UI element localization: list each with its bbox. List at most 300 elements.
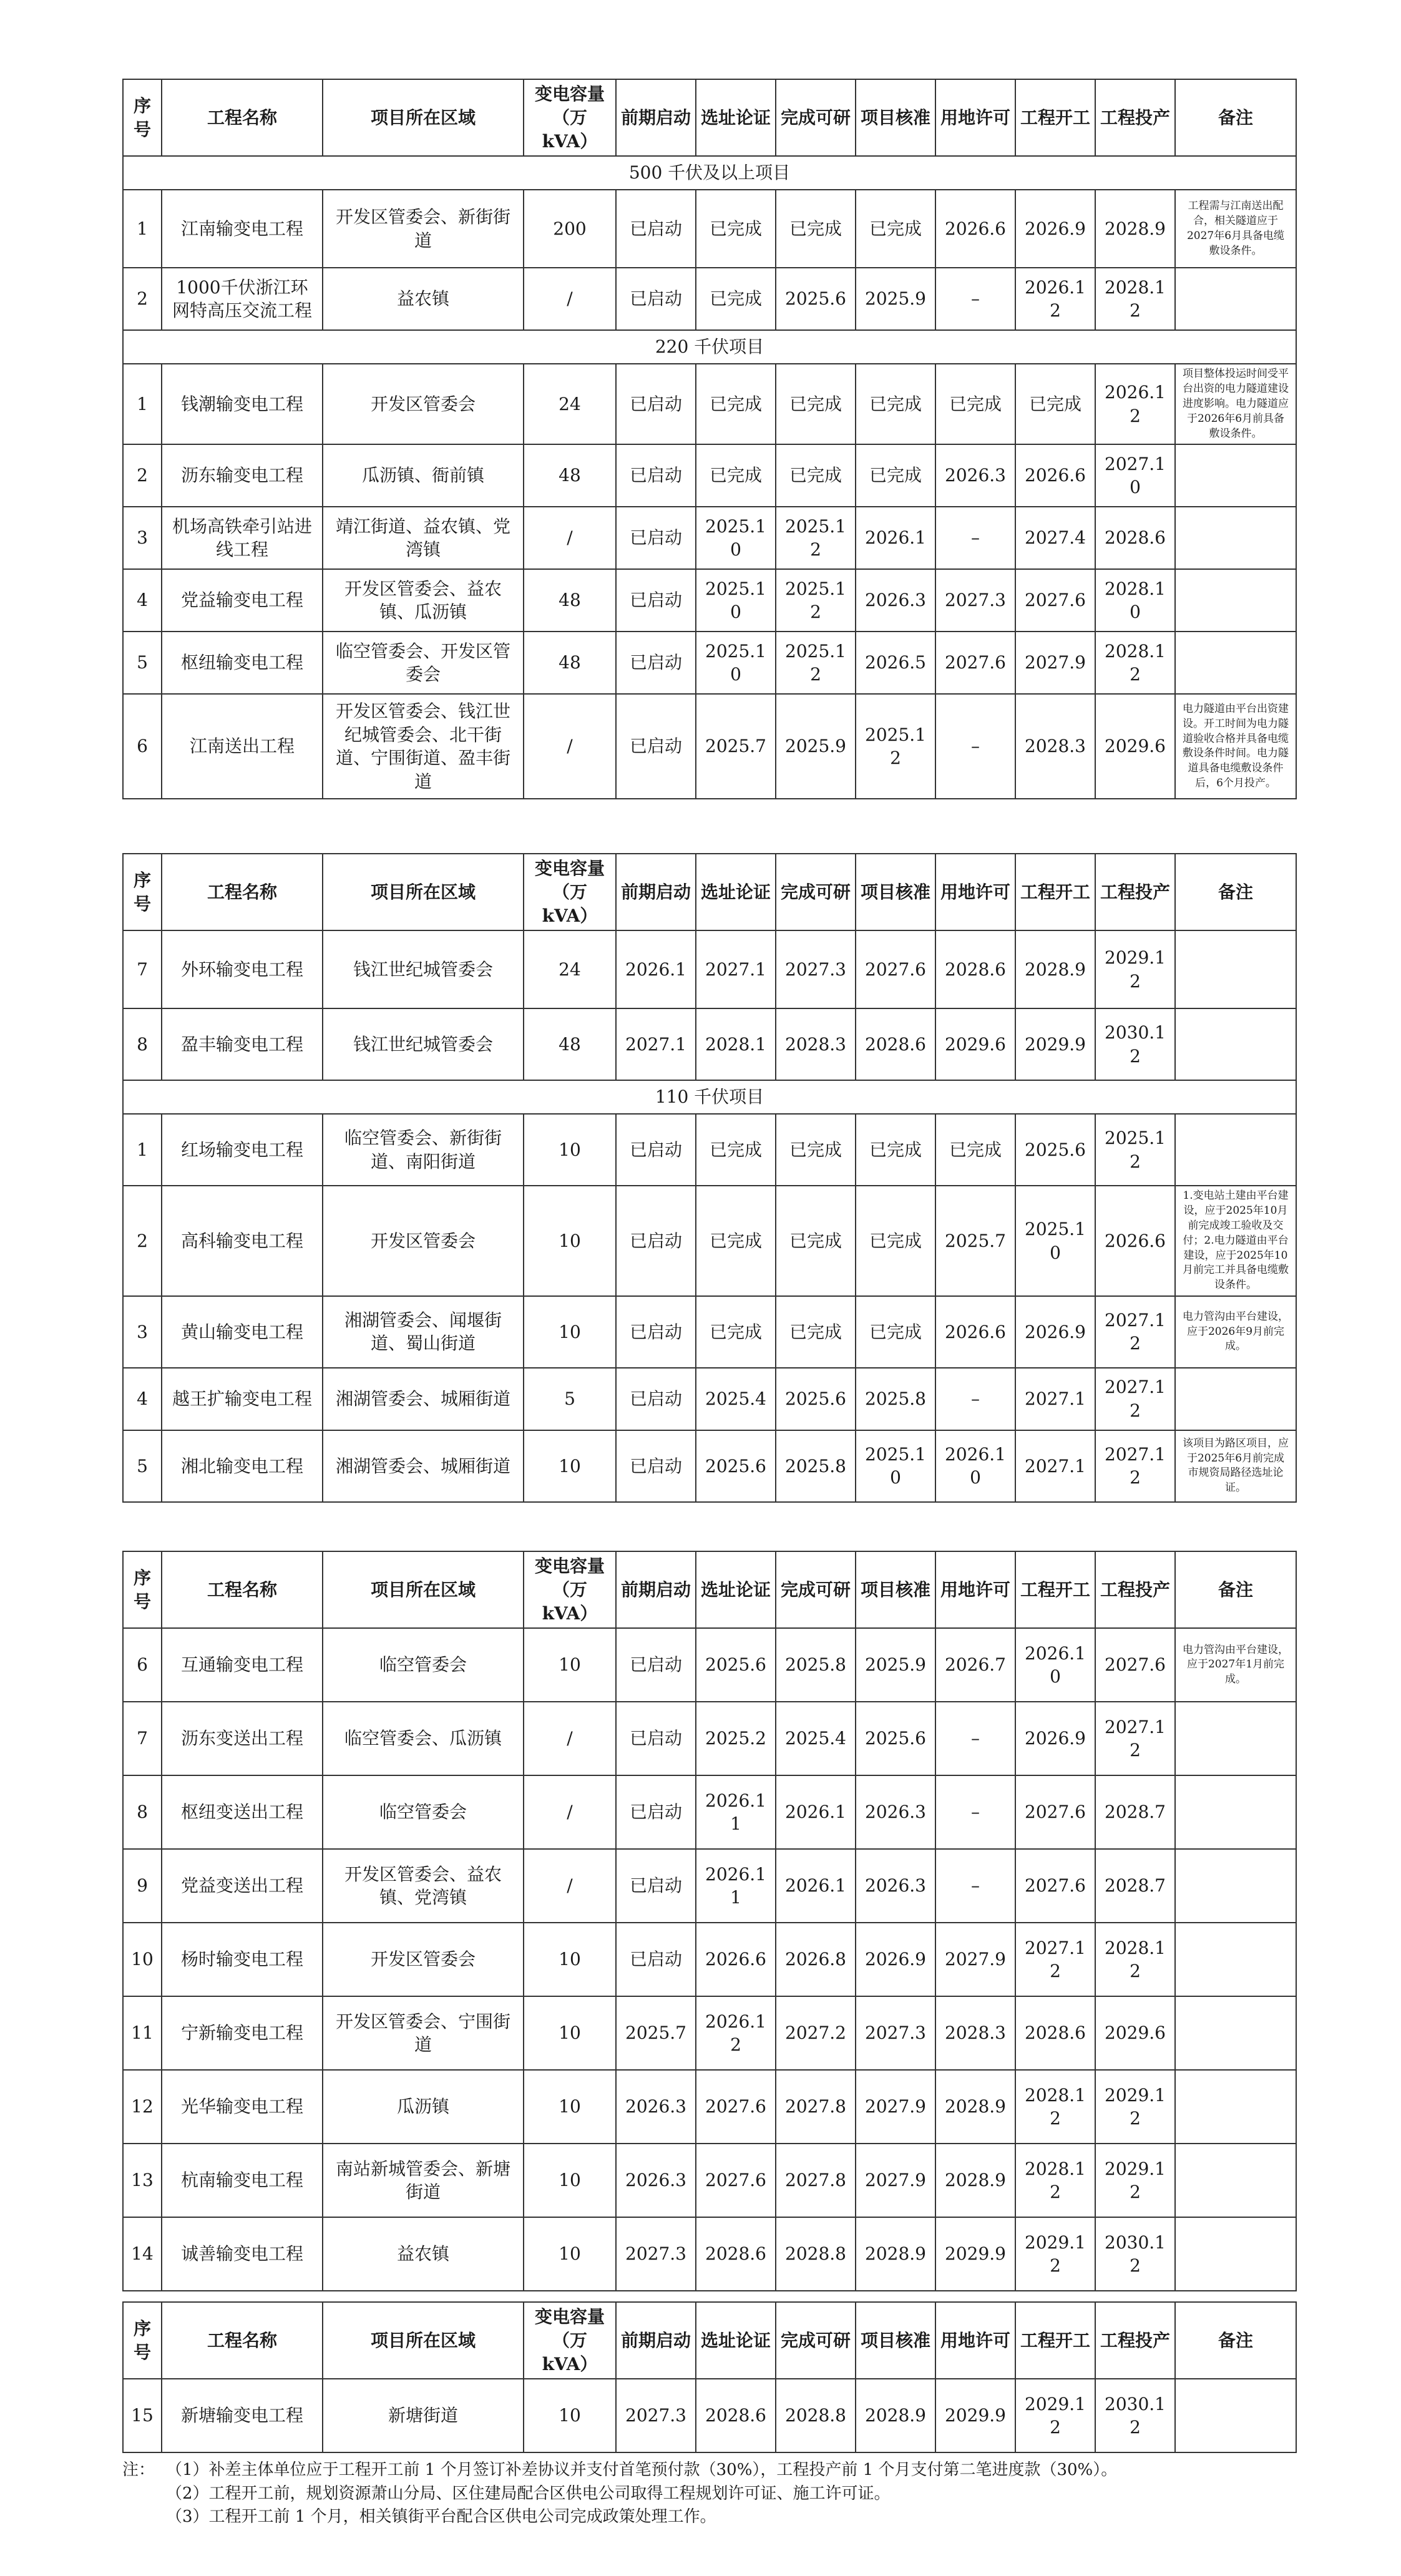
- col-header-region: 项目所在区域: [323, 79, 524, 156]
- land-permit-cell: –: [935, 1702, 1015, 1775]
- approval-cell: 2025.9: [856, 268, 935, 330]
- table-row: [123, 2144, 1296, 2217]
- capacity-cell: 10: [524, 1296, 616, 1368]
- seq-cell: 12: [123, 2070, 162, 2144]
- project-name-cell: 1000千伏浙江环网特高压交流工程: [162, 268, 323, 330]
- land-permit-cell: 2026.3: [935, 444, 1015, 507]
- feasibility-cell: 2025.9: [776, 694, 856, 799]
- col-header-operation: 工程投产: [1095, 854, 1175, 930]
- table-row: [123, 444, 1296, 507]
- prelim-start-cell: 已启动: [616, 694, 696, 799]
- feasibility-cell: 2025.6: [776, 1368, 856, 1430]
- land-permit-cell: 2029.6: [935, 1008, 1015, 1080]
- feasibility-cell: 2025.12: [776, 632, 856, 694]
- capacity-cell: 48: [524, 632, 616, 694]
- table-row: [123, 507, 1296, 569]
- seq-cell: 1: [123, 190, 162, 268]
- feasibility-cell: 已完成: [776, 364, 856, 444]
- prelim-start-cell: 已启动: [616, 1430, 696, 1502]
- operation-cell: 2030.12: [1095, 1008, 1175, 1080]
- col-header-approval: 项目核准: [856, 854, 935, 930]
- site-selection-cell: 2025.6: [696, 1628, 776, 1702]
- construction-start-cell: 2027.6: [1015, 569, 1095, 632]
- seq-cell: 3: [123, 1296, 162, 1368]
- operation-cell: 2029.12: [1095, 930, 1175, 1008]
- col-header-capacity: 变电容量（万 kVA）: [524, 2302, 616, 2379]
- construction-start-cell: 2028.6: [1015, 1996, 1095, 2070]
- table-row: [123, 1008, 1296, 1080]
- col-header-prelim-start: 前期启动: [616, 854, 696, 930]
- project-name-cell: 杨时输变电工程: [162, 1923, 323, 1996]
- feasibility-cell: 已完成: [776, 1186, 856, 1296]
- land-permit-cell: 2026.10: [935, 1430, 1015, 1502]
- seq-cell: 2: [123, 1186, 162, 1296]
- table-header: [123, 854, 1296, 930]
- construction-start-cell: 2028.12: [1015, 2070, 1095, 2144]
- operation-cell: 2028.10: [1095, 569, 1175, 632]
- prelim-start-cell: 2027.1: [616, 1008, 696, 1080]
- header-row: [123, 854, 1296, 930]
- feasibility-cell: 2026.1: [776, 1775, 856, 1849]
- project-name-cell: 互通输变电工程: [162, 1628, 323, 1702]
- project-name-cell: 外环输变电工程: [162, 930, 323, 1008]
- capacity-cell: 10: [524, 2070, 616, 2144]
- project-name-cell: 光华输变电工程: [162, 2070, 323, 2144]
- prelim-start-cell: 已启动: [616, 268, 696, 330]
- remark-cell: [1175, 2217, 1296, 2291]
- approval-cell: 已完成: [856, 190, 935, 268]
- seq-cell: 8: [123, 1008, 162, 1080]
- col-header-remark: 备注: [1175, 854, 1296, 930]
- operation-cell: 2030.12: [1095, 2217, 1175, 2291]
- feasibility-cell: 2025.12: [776, 569, 856, 632]
- header-row: [123, 79, 1296, 156]
- table-row: [123, 1923, 1296, 1996]
- prelim-start-cell: 已启动: [616, 1186, 696, 1296]
- feasibility-cell: 2026.8: [776, 1923, 856, 1996]
- feasibility-cell: 2028.8: [776, 2379, 856, 2452]
- col-header-project-name: 工程名称: [162, 2302, 323, 2379]
- feasibility-cell: 2025.8: [776, 1628, 856, 1702]
- col-header-land-permit: 用地许可: [935, 854, 1015, 930]
- construction-start-cell: 2026.6: [1015, 444, 1095, 507]
- prelim-start-cell: 2027.3: [616, 2217, 696, 2291]
- approval-cell: 2027.3: [856, 1996, 935, 2070]
- operation-cell: 2027.6: [1095, 1628, 1175, 1702]
- col-header-prelim-start: 前期启动: [616, 2302, 696, 2379]
- project-name-cell: 黄山输变电工程: [162, 1296, 323, 1368]
- land-permit-cell: 已完成: [935, 364, 1015, 444]
- project-name-cell: 枢纽输变电工程: [162, 632, 323, 694]
- col-header-operation: 工程投产: [1095, 2302, 1175, 2379]
- col-header-project-name: 工程名称: [162, 79, 323, 156]
- construction-start-cell: 2027.4: [1015, 507, 1095, 569]
- operation-cell: 2029.12: [1095, 2144, 1175, 2217]
- site-selection-cell: 2025.2: [696, 1702, 776, 1775]
- col-header-site-selection: 选址论证: [696, 1551, 776, 1628]
- capacity-cell: /: [524, 1775, 616, 1849]
- col-header-region: 项目所在区域: [323, 1551, 524, 1628]
- region-cell: 开发区管委会、宁围街道: [323, 1996, 524, 2070]
- region-cell: 开发区管委会、新街街道: [323, 190, 524, 268]
- section-label: 110 千伏项目: [123, 1080, 1296, 1114]
- approval-cell: 已完成: [856, 1296, 935, 1368]
- operation-cell: 2029.6: [1095, 694, 1175, 799]
- site-selection-cell: 2025.10: [696, 569, 776, 632]
- table-row: [123, 1849, 1296, 1923]
- construction-start-cell: 2027.1: [1015, 1430, 1095, 1502]
- remark-cell: 工程需与江南送出配合，相关隧道应于2027年6月具备电缆敷设条件。: [1175, 190, 1296, 268]
- approval-cell: 已完成: [856, 1114, 935, 1186]
- seq-cell: 2: [123, 444, 162, 507]
- capacity-cell: 10: [524, 1923, 616, 1996]
- site-selection-cell: 已完成: [696, 1296, 776, 1368]
- capacity-cell: 10: [524, 2144, 616, 2217]
- approval-cell: 2027.9: [856, 2144, 935, 2217]
- col-header-land-permit: 用地许可: [935, 79, 1015, 156]
- prelim-start-cell: 已启动: [616, 1628, 696, 1702]
- region-cell: 益农镇: [323, 2217, 524, 2291]
- region-cell: 瓜沥镇: [323, 2070, 524, 2144]
- approval-cell: 已完成: [856, 1186, 935, 1296]
- approval-cell: 2026.5: [856, 632, 935, 694]
- capacity-cell: 10: [524, 1996, 616, 2070]
- project-name-cell: 诚善输变电工程: [162, 2217, 323, 2291]
- site-selection-cell: 已完成: [696, 1114, 776, 1186]
- prelim-start-cell: 已启动: [616, 1775, 696, 1849]
- project-table-4: [122, 2301, 1297, 2453]
- construction-start-cell: 2026.9: [1015, 1296, 1095, 1368]
- project-name-cell: 杭南输变电工程: [162, 2144, 323, 2217]
- capacity-cell: 10: [524, 1114, 616, 1186]
- feasibility-cell: 已完成: [776, 1114, 856, 1186]
- seq-cell: 1: [123, 364, 162, 444]
- col-header-site-selection: 选址论证: [696, 854, 776, 930]
- operation-cell: 2027.12: [1095, 1368, 1175, 1430]
- construction-start-cell: 2027.1: [1015, 1368, 1095, 1430]
- site-selection-cell: 2025.7: [696, 694, 776, 799]
- construction-start-cell: 2026.9: [1015, 1702, 1095, 1775]
- operation-cell: 2028.12: [1095, 268, 1175, 330]
- col-header-construction-start: 工程开工: [1015, 1551, 1095, 1628]
- construction-start-cell: 2029.12: [1015, 2379, 1095, 2452]
- approval-cell: 2026.3: [856, 1849, 935, 1923]
- project-name-cell: 枢纽变送出工程: [162, 1775, 323, 1849]
- remark-cell: 该项目为路区项目，应于2025年6月前完成市规资局路径选址论证。: [1175, 1430, 1296, 1502]
- site-selection-cell: 已完成: [696, 364, 776, 444]
- region-cell: 湘湖管委会、城厢街道: [323, 1430, 524, 1502]
- remark-cell: [1175, 569, 1296, 632]
- table-row: [123, 1368, 1296, 1430]
- construction-start-cell: 2028.12: [1015, 2144, 1095, 2217]
- project-name-cell: 宁新输变电工程: [162, 1996, 323, 2070]
- prelim-start-cell: 已启动: [616, 1923, 696, 1996]
- region-cell: 开发区管委会、益农镇、党湾镇: [323, 1849, 524, 1923]
- region-cell: 开发区管委会: [323, 1186, 524, 1296]
- prelim-start-cell: 已启动: [616, 1702, 696, 1775]
- col-header-project-name: 工程名称: [162, 854, 323, 930]
- construction-start-cell: 2025.10: [1015, 1186, 1095, 1296]
- col-header-capacity: 变电容量（万 kVA）: [524, 1551, 616, 1628]
- footnote-row: [122, 2482, 1289, 2506]
- table-row: [123, 1996, 1296, 2070]
- col-header-construction-start: 工程开工: [1015, 2302, 1095, 2379]
- construction-start-cell: 2028.9: [1015, 930, 1095, 1008]
- table-row: [123, 190, 1296, 268]
- remark-cell: [1175, 1114, 1296, 1186]
- approval-cell: 2027.9: [856, 2070, 935, 2144]
- site-selection-cell: 2025.6: [696, 1430, 776, 1502]
- table-row: [123, 1296, 1296, 1368]
- construction-start-cell: 2025.6: [1015, 1114, 1095, 1186]
- col-header-region: 项目所在区域: [323, 854, 524, 930]
- footnotes: [122, 2459, 1289, 2529]
- capacity-cell: /: [524, 507, 616, 569]
- capacity-cell: /: [524, 694, 616, 799]
- project-table-2: [122, 853, 1297, 1503]
- approval-cell: 2025.10: [856, 1430, 935, 1502]
- land-permit-cell: 2026.6: [935, 190, 1015, 268]
- col-header-prelim-start: 前期启动: [616, 79, 696, 156]
- project-name-cell: 沥东输变电工程: [162, 444, 323, 507]
- capacity-cell: 10: [524, 2217, 616, 2291]
- capacity-cell: 24: [524, 364, 616, 444]
- operation-cell: 2026.6: [1095, 1186, 1175, 1296]
- col-header-operation: 工程投产: [1095, 79, 1175, 156]
- region-cell: 湘湖管委会、城厢街道: [323, 1368, 524, 1430]
- project-name-cell: 红场输变电工程: [162, 1114, 323, 1186]
- approval-cell: 2025.6: [856, 1702, 935, 1775]
- feasibility-cell: 2027.3: [776, 930, 856, 1008]
- col-header-feasibility: 完成可研: [776, 79, 856, 156]
- table-row: [123, 632, 1296, 694]
- prelim-start-cell: 2025.7: [616, 1996, 696, 2070]
- prelim-start-cell: 已启动: [616, 1296, 696, 1368]
- site-selection-cell: 2025.10: [696, 632, 776, 694]
- site-selection-cell: 2025.10: [696, 507, 776, 569]
- feasibility-cell: 2026.1: [776, 1849, 856, 1923]
- remark-cell: 电力管沟由平台建设，应于2026年9月前完成。: [1175, 1296, 1296, 1368]
- seq-cell: 8: [123, 1775, 162, 1849]
- capacity-cell: 24: [524, 930, 616, 1008]
- site-selection-cell: 2027.1: [696, 930, 776, 1008]
- prelim-start-cell: 2026.1: [616, 930, 696, 1008]
- capacity-cell: /: [524, 1849, 616, 1923]
- prelim-start-cell: 已启动: [616, 1849, 696, 1923]
- table-header: [123, 1551, 1296, 1628]
- col-header-seq: 序号: [123, 1551, 162, 1628]
- table-row: [123, 268, 1296, 330]
- region-cell: 开发区管委会、钱江世纪城管委会、北干街道、宁围街道、盈丰街道: [323, 694, 524, 799]
- section-label: 220 千伏项目: [123, 330, 1296, 364]
- project-name-cell: 湘北输变电工程: [162, 1430, 323, 1502]
- site-selection-cell: 2026.11: [696, 1775, 776, 1849]
- remark-cell: [1175, 1775, 1296, 1849]
- seq-cell: 9: [123, 1849, 162, 1923]
- land-permit-cell: –: [935, 1368, 1015, 1430]
- operation-cell: 2028.6: [1095, 507, 1175, 569]
- prelim-start-cell: 2026.3: [616, 2070, 696, 2144]
- approval-cell: 已完成: [856, 364, 935, 444]
- land-permit-cell: 2029.9: [935, 2379, 1015, 2452]
- operation-cell: 2028.7: [1095, 1775, 1175, 1849]
- capacity-cell: 48: [524, 1008, 616, 1080]
- construction-start-cell: 2026.10: [1015, 1628, 1095, 1702]
- col-header-region: 项目所在区域: [323, 2302, 524, 2379]
- project-name-cell: 党益变送出工程: [162, 1849, 323, 1923]
- footnote-lead: 注：: [122, 2461, 155, 2479]
- col-header-site-selection: 选址论证: [696, 79, 776, 156]
- operation-cell: 2029.6: [1095, 1996, 1175, 2070]
- prelim-start-cell: 已启动: [616, 364, 696, 444]
- construction-start-cell: 2027.6: [1015, 1849, 1095, 1923]
- feasibility-cell: 已完成: [776, 1296, 856, 1368]
- seq-cell: 6: [123, 1628, 162, 1702]
- site-selection-cell: 2026.11: [696, 1849, 776, 1923]
- col-header-capacity: 变电容量（万 kVA）: [524, 79, 616, 156]
- operation-cell: 2028.7: [1095, 1849, 1175, 1923]
- land-permit-cell: 2028.3: [935, 1996, 1015, 2070]
- section-row: [123, 330, 1296, 364]
- construction-start-cell: 2027.12: [1015, 1923, 1095, 1996]
- seq-cell: 4: [123, 569, 162, 632]
- col-header-construction-start: 工程开工: [1015, 79, 1095, 156]
- prelim-start-cell: 已启动: [616, 632, 696, 694]
- region-cell: 新塘街道: [323, 2379, 524, 2452]
- col-header-remark: 备注: [1175, 2302, 1296, 2379]
- operation-cell: 2027.12: [1095, 1296, 1175, 1368]
- site-selection-cell: 已完成: [696, 190, 776, 268]
- remark-cell: [1175, 1849, 1296, 1923]
- seq-cell: 6: [123, 694, 162, 799]
- approval-cell: 2025.9: [856, 1628, 935, 1702]
- land-permit-cell: –: [935, 268, 1015, 330]
- approval-cell: 2026.3: [856, 569, 935, 632]
- remark-cell: [1175, 1996, 1296, 2070]
- col-header-remark: 备注: [1175, 1551, 1296, 1628]
- section-label: 500 千伏及以上项目: [123, 156, 1296, 190]
- land-permit-cell: 2025.7: [935, 1186, 1015, 1296]
- table-body: [123, 156, 1296, 799]
- table-row: [123, 1430, 1296, 1502]
- col-header-feasibility: 完成可研: [776, 1551, 856, 1628]
- table-body: [123, 930, 1296, 1502]
- approval-cell: 2025.12: [856, 694, 935, 799]
- construction-start-cell: 2029.12: [1015, 2217, 1095, 2291]
- site-selection-cell: 2026.12: [696, 1996, 776, 2070]
- land-permit-cell: –: [935, 1849, 1015, 1923]
- approval-cell: 2028.9: [856, 2217, 935, 2291]
- operation-cell: 2028.12: [1095, 632, 1175, 694]
- col-header-project-name: 工程名称: [162, 1551, 323, 1628]
- capacity-cell: 48: [524, 569, 616, 632]
- capacity-cell: /: [524, 268, 616, 330]
- region-cell: 开发区管委会: [323, 1923, 524, 1996]
- remark-cell: [1175, 930, 1296, 1008]
- site-selection-cell: 2026.6: [696, 1923, 776, 1996]
- land-permit-cell: 2027.9: [935, 1923, 1015, 1996]
- construction-start-cell: 2028.3: [1015, 694, 1095, 799]
- land-permit-cell: 2026.6: [935, 1296, 1015, 1368]
- project-table-1: [122, 79, 1297, 799]
- prelim-start-cell: 已启动: [616, 444, 696, 507]
- seq-cell: 3: [123, 507, 162, 569]
- table-row: [123, 569, 1296, 632]
- region-cell: 钱江世纪城管委会: [323, 930, 524, 1008]
- project-name-cell: 江南送出工程: [162, 694, 323, 799]
- operation-cell: 2030.12: [1095, 2379, 1175, 2452]
- table-row: [123, 1702, 1296, 1775]
- project-name-cell: 江南输变电工程: [162, 190, 323, 268]
- seq-cell: 7: [123, 930, 162, 1008]
- site-selection-cell: 2028.6: [696, 2217, 776, 2291]
- region-cell: 南站新城管委会、新塘街道: [323, 2144, 524, 2217]
- col-header-feasibility: 完成可研: [776, 854, 856, 930]
- feasibility-cell: 2027.8: [776, 2070, 856, 2144]
- land-permit-cell: –: [935, 1775, 1015, 1849]
- table-row: [123, 1775, 1296, 1849]
- remark-cell: [1175, 2144, 1296, 2217]
- construction-start-cell: 2027.6: [1015, 1775, 1095, 1849]
- project-name-cell: 钱潮输变电工程: [162, 364, 323, 444]
- feasibility-cell: 2028.8: [776, 2217, 856, 2291]
- construction-start-cell: 2027.9: [1015, 632, 1095, 694]
- capacity-cell: 200: [524, 190, 616, 268]
- capacity-cell: 10: [524, 1186, 616, 1296]
- footnote-1: （1）补差主体单位应于工程开工前 1 个月签订补差协议并支付首笔预付款（30%），工程投产前 1 个月支付第二笔进度款（30%）。: [166, 2461, 1118, 2479]
- site-selection-cell: 2027.6: [696, 2070, 776, 2144]
- remark-cell: [1175, 1368, 1296, 1430]
- table-body: [123, 2379, 1296, 2452]
- approval-cell: 已完成: [856, 444, 935, 507]
- col-header-capacity: 变电容量（万 kVA）: [524, 854, 616, 930]
- prelim-start-cell: 已启动: [616, 190, 696, 268]
- col-header-site-selection: 选址论证: [696, 2302, 776, 2379]
- seq-cell: 7: [123, 1702, 162, 1775]
- site-selection-cell: 2028.6: [696, 2379, 776, 2452]
- prelim-start-cell: 已启动: [616, 569, 696, 632]
- construction-start-cell: 2029.9: [1015, 1008, 1095, 1080]
- region-cell: 开发区管委会: [323, 364, 524, 444]
- col-header-prelim-start: 前期启动: [616, 1551, 696, 1628]
- remark-cell: [1175, 632, 1296, 694]
- land-permit-cell: 2027.6: [935, 632, 1015, 694]
- project-name-cell: 盈丰输变电工程: [162, 1008, 323, 1080]
- col-header-operation: 工程投产: [1095, 1551, 1175, 1628]
- feasibility-cell: 2027.2: [776, 1996, 856, 2070]
- approval-cell: 2028.9: [856, 2379, 935, 2452]
- region-cell: 益农镇: [323, 268, 524, 330]
- project-name-cell: 机场高铁牵引站进线工程: [162, 507, 323, 569]
- land-permit-cell: 2028.6: [935, 930, 1015, 1008]
- region-cell: 临空管委会、开发区管委会: [323, 632, 524, 694]
- col-header-approval: 项目核准: [856, 79, 935, 156]
- feasibility-cell: 2027.8: [776, 2144, 856, 2217]
- land-permit-cell: 2026.7: [935, 1628, 1015, 1702]
- footnote-3: （3）工程开工前 1 个月，相关镇街平台配合区供电公司完成政策处理工作。: [166, 2507, 716, 2527]
- col-header-construction-start: 工程开工: [1015, 854, 1095, 930]
- region-cell: 靖江街道、益农镇、党湾镇: [323, 507, 524, 569]
- table-row: [123, 2070, 1296, 2144]
- land-permit-cell: –: [935, 507, 1015, 569]
- project-name-cell: 高科输变电工程: [162, 1186, 323, 1296]
- region-cell: 钱江世纪城管委会: [323, 1008, 524, 1080]
- seq-cell: 2: [123, 268, 162, 330]
- col-header-seq: 序号: [123, 2302, 162, 2379]
- remark-cell: [1175, 2379, 1296, 2452]
- remark-cell: [1175, 1008, 1296, 1080]
- region-cell: 临空管委会、瓜沥镇: [323, 1702, 524, 1775]
